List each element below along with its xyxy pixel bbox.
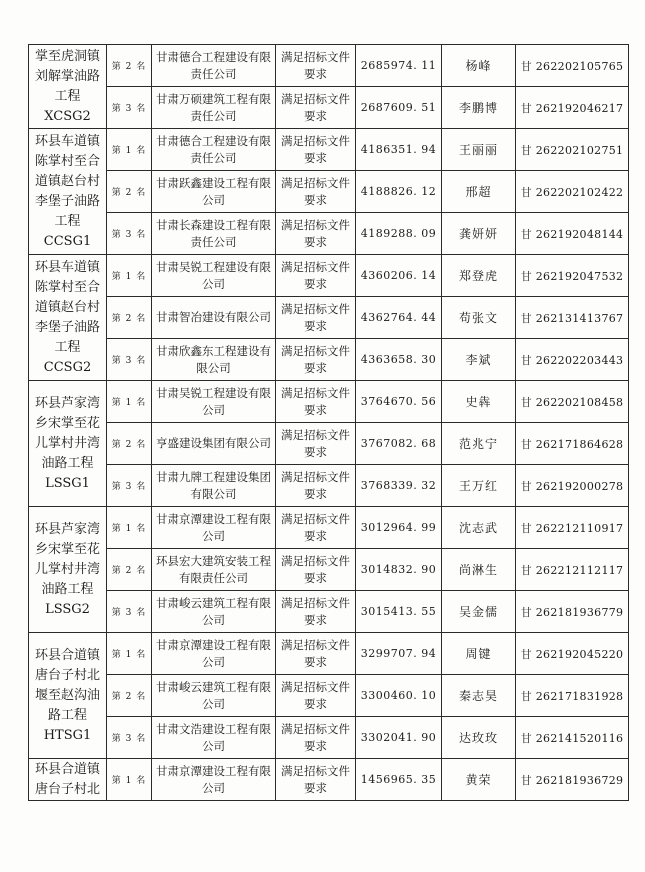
status-cell: 满足招标文件要求 bbox=[276, 591, 356, 633]
certificate-number-cell: 甘 262202102422 bbox=[516, 171, 629, 213]
project-manager-cell: 邢超 bbox=[442, 171, 516, 213]
table-row bbox=[29, 507, 629, 549]
bid-amount-cell: 2685974. 11 bbox=[356, 45, 442, 87]
rank-cell: 第 1 名 bbox=[107, 129, 152, 171]
project-manager-cell: 李鹏博 bbox=[442, 87, 516, 129]
project-name-cell: 环县芦家湾乡宋掌至花儿掌村井湾油路工程 LSSG2 bbox=[29, 507, 107, 633]
table-body bbox=[29, 45, 629, 801]
certificate-number-cell: 甘 262192047532 bbox=[516, 255, 629, 297]
rank-cell: 第 1 名 bbox=[107, 255, 152, 297]
table-row bbox=[29, 45, 629, 87]
table-row bbox=[29, 255, 629, 297]
status-cell: 满足招标文件要求 bbox=[276, 171, 356, 213]
certificate-number-cell: 甘 262171831928 bbox=[516, 675, 629, 717]
company-cell: 甘肃德合工程建设有限责任公司 bbox=[152, 45, 276, 87]
table-row bbox=[29, 171, 629, 213]
company-cell: 甘肃京潭建设工程有限公司 bbox=[152, 633, 276, 675]
status-cell: 满足招标文件要求 bbox=[276, 297, 356, 339]
status-cell: 满足招标文件要求 bbox=[276, 87, 356, 129]
bid-amount-cell: 3764670. 56 bbox=[356, 381, 442, 423]
bid-amount-cell: 2687609. 51 bbox=[356, 87, 442, 129]
status-cell: 满足招标文件要求 bbox=[276, 255, 356, 297]
project-name-cell: 环县芦家湾乡宋掌至花儿掌村井湾油路工程 LSSG1 bbox=[29, 381, 107, 507]
bid-results-table bbox=[28, 44, 629, 801]
certificate-number-cell: 甘 262181936779 bbox=[516, 591, 629, 633]
project-manager-cell: 龚妍妍 bbox=[442, 213, 516, 255]
table-row bbox=[29, 549, 629, 591]
company-cell: 甘肃吴锐工程建设有限公司 bbox=[152, 381, 276, 423]
table-row bbox=[29, 591, 629, 633]
company-cell: 甘肃九牌工程建设集团有限公司 bbox=[152, 465, 276, 507]
certificate-number-cell: 甘 262192000278 bbox=[516, 465, 629, 507]
project-manager-cell: 周键 bbox=[442, 633, 516, 675]
certificate-number-cell: 甘 262212112117 bbox=[516, 549, 629, 591]
bid-amount-cell: 3014832. 90 bbox=[356, 549, 442, 591]
rank-cell: 第 1 名 bbox=[107, 507, 152, 549]
company-cell: 甘肃文浩建设工程有限公司 bbox=[152, 717, 276, 759]
rank-cell: 第 3 名 bbox=[107, 87, 152, 129]
project-manager-cell: 王万红 bbox=[442, 465, 516, 507]
status-cell: 满足招标文件要求 bbox=[276, 633, 356, 675]
status-cell: 满足招标文件要求 bbox=[276, 423, 356, 465]
bid-amount-cell: 3299707. 94 bbox=[356, 633, 442, 675]
project-manager-cell: 郑登虎 bbox=[442, 255, 516, 297]
project-manager-cell: 苟张文 bbox=[442, 297, 516, 339]
status-cell: 满足招标文件要求 bbox=[276, 759, 356, 801]
project-manager-cell: 达玫玫 bbox=[442, 717, 516, 759]
table-row bbox=[29, 759, 629, 801]
rank-cell: 第 2 名 bbox=[107, 549, 152, 591]
company-cell: 甘肃智冶建设有限公司 bbox=[152, 297, 276, 339]
rank-cell: 第 2 名 bbox=[107, 45, 152, 87]
company-cell: 甘肃德合工程建设有限责任公司 bbox=[152, 129, 276, 171]
bid-amount-cell: 3768339. 32 bbox=[356, 465, 442, 507]
certificate-number-cell: 甘 262192045220 bbox=[516, 633, 629, 675]
company-cell: 甘肃峻云建筑工程有限公司 bbox=[152, 675, 276, 717]
certificate-number-cell: 甘 262212110917 bbox=[516, 507, 629, 549]
project-manager-cell: 史犇 bbox=[442, 381, 516, 423]
rank-cell: 第 2 名 bbox=[107, 297, 152, 339]
certificate-number-cell: 甘 262202102751 bbox=[516, 129, 629, 171]
status-cell: 满足招标文件要求 bbox=[276, 129, 356, 171]
project-manager-cell: 杨峰 bbox=[442, 45, 516, 87]
bid-amount-cell: 4186351. 94 bbox=[356, 129, 442, 171]
table-row bbox=[29, 465, 629, 507]
project-manager-cell: 尚淋生 bbox=[442, 549, 516, 591]
bid-amount-cell: 4362764. 44 bbox=[356, 297, 442, 339]
status-cell: 满足招标文件要求 bbox=[276, 549, 356, 591]
bid-amount-cell: 4363658. 30 bbox=[356, 339, 442, 381]
project-manager-cell: 黄荣 bbox=[442, 759, 516, 801]
status-cell: 满足招标文件要求 bbox=[276, 213, 356, 255]
rank-cell: 第 1 名 bbox=[107, 381, 152, 423]
table-row bbox=[29, 297, 629, 339]
bid-amount-cell: 1456965. 35 bbox=[356, 759, 442, 801]
project-manager-cell: 王丽丽 bbox=[442, 129, 516, 171]
project-name-cell: 掌至虎洞镇刘解掌油路工程 XCSG2 bbox=[29, 45, 107, 129]
bid-amount-cell: 4360206. 14 bbox=[356, 255, 442, 297]
table-row bbox=[29, 339, 629, 381]
table-row bbox=[29, 717, 629, 759]
rank-cell: 第 3 名 bbox=[107, 339, 152, 381]
certificate-number-cell: 甘 262141520116 bbox=[516, 717, 629, 759]
table-row bbox=[29, 675, 629, 717]
rank-cell: 第 2 名 bbox=[107, 171, 152, 213]
table-row bbox=[29, 633, 629, 675]
project-manager-cell: 沈志武 bbox=[442, 507, 516, 549]
certificate-number-cell: 甘 262192046217 bbox=[516, 87, 629, 129]
status-cell: 满足招标文件要求 bbox=[276, 45, 356, 87]
rank-cell: 第 2 名 bbox=[107, 675, 152, 717]
rank-cell: 第 3 名 bbox=[107, 465, 152, 507]
status-cell: 满足招标文件要求 bbox=[276, 507, 356, 549]
table-row bbox=[29, 381, 629, 423]
bid-amount-cell: 3300460. 10 bbox=[356, 675, 442, 717]
status-cell: 满足招标文件要求 bbox=[276, 717, 356, 759]
certificate-number-cell: 甘 262202203443 bbox=[516, 339, 629, 381]
rank-cell: 第 1 名 bbox=[107, 633, 152, 675]
status-cell: 满足招标文件要求 bbox=[276, 381, 356, 423]
project-name-cell: 环县车道镇陈掌村至合道镇赵台村李堡子油路工程 CCSG1 bbox=[29, 129, 107, 255]
project-manager-cell: 范兆宁 bbox=[442, 423, 516, 465]
company-cell: 甘肃欣鑫东工程建设有限公司 bbox=[152, 339, 276, 381]
project-name-cell: 环县车道镇陈掌村至合道镇赵台村李堡子油路工程 CCSG2 bbox=[29, 255, 107, 381]
company-cell: 甘肃长森建设工程有限责任公司 bbox=[152, 213, 276, 255]
bid-amount-cell: 3767082. 68 bbox=[356, 423, 442, 465]
company-cell: 甘肃峻云建筑工程有限公司 bbox=[152, 591, 276, 633]
certificate-number-cell: 甘 262192048144 bbox=[516, 213, 629, 255]
project-name-cell: 环县合道镇唐台子村北 bbox=[29, 759, 107, 801]
table-row bbox=[29, 87, 629, 129]
table-row bbox=[29, 423, 629, 465]
company-cell: 亨盛建设集团有限公司 bbox=[152, 423, 276, 465]
company-cell: 甘肃跃鑫建设工程有限公司 bbox=[152, 171, 276, 213]
project-manager-cell: 秦志昊 bbox=[442, 675, 516, 717]
bid-amount-cell: 4188826. 12 bbox=[356, 171, 442, 213]
certificate-number-cell: 甘 262202108458 bbox=[516, 381, 629, 423]
company-cell: 甘肃万硕建筑工程有限责任公司 bbox=[152, 87, 276, 129]
rank-cell: 第 3 名 bbox=[107, 717, 152, 759]
company-cell: 甘肃京潭建设工程有限公司 bbox=[152, 759, 276, 801]
certificate-number-cell: 甘 262202105765 bbox=[516, 45, 629, 87]
company-cell: 甘肃吴锐工程建设有限公司 bbox=[152, 255, 276, 297]
rank-cell: 第 3 名 bbox=[107, 591, 152, 633]
bid-amount-cell: 4189288. 09 bbox=[356, 213, 442, 255]
company-cell: 环县宏大建筑安装工程有限责任公司 bbox=[152, 549, 276, 591]
table-row bbox=[29, 213, 629, 255]
rank-cell: 第 2 名 bbox=[107, 423, 152, 465]
certificate-number-cell: 甘 262181936729 bbox=[516, 759, 629, 801]
status-cell: 满足招标文件要求 bbox=[276, 339, 356, 381]
status-cell: 满足招标文件要求 bbox=[276, 675, 356, 717]
project-manager-cell: 李斌 bbox=[442, 339, 516, 381]
status-cell: 满足招标文件要求 bbox=[276, 465, 356, 507]
rank-cell: 第 1 名 bbox=[107, 759, 152, 801]
table-row bbox=[29, 129, 629, 171]
bid-amount-cell: 3302041. 90 bbox=[356, 717, 442, 759]
project-manager-cell: 吴金儒 bbox=[442, 591, 516, 633]
company-cell: 甘肃京潭建设工程有限公司 bbox=[152, 507, 276, 549]
certificate-number-cell: 甘 262171864628 bbox=[516, 423, 629, 465]
rank-cell: 第 3 名 bbox=[107, 213, 152, 255]
project-name-cell: 环县合道镇唐台子村北堰至赵沟油路工程 HTSG1 bbox=[29, 633, 107, 759]
certificate-number-cell: 甘 262131413767 bbox=[516, 297, 629, 339]
bid-amount-cell: 3012964. 99 bbox=[356, 507, 442, 549]
bid-amount-cell: 3015413. 55 bbox=[356, 591, 442, 633]
